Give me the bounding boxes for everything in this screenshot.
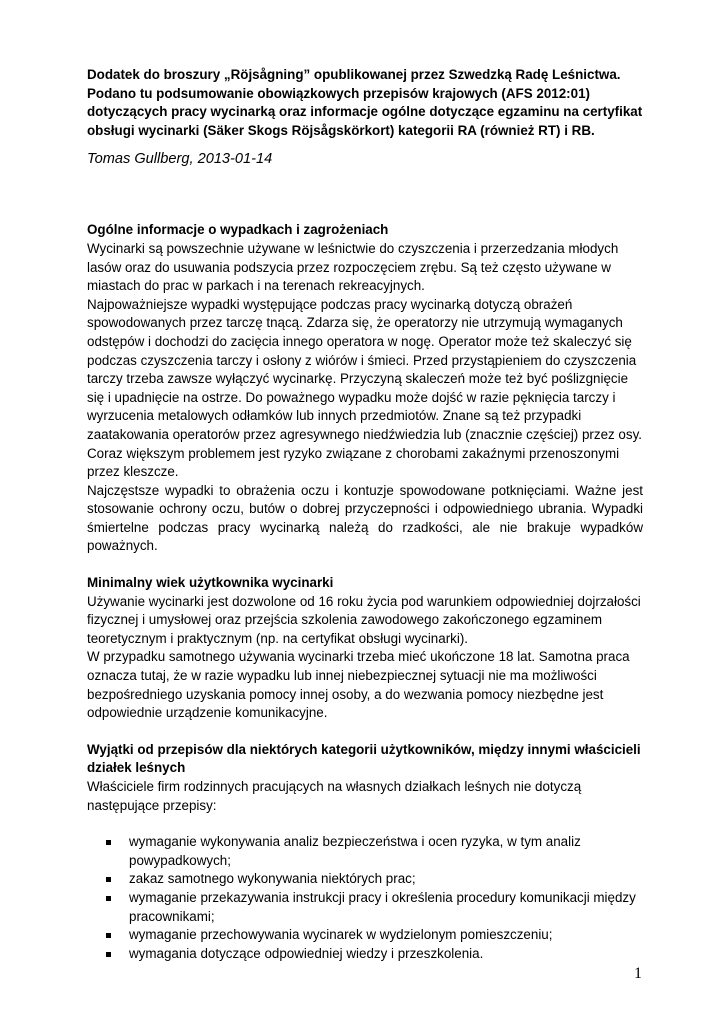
paragraph: Wycinarki są powszechnie używane w leśnictwie do czyszczenia i przerzedzania młodych lasów oraz do usuwania podszycia przez rozpoczęciem zrębu. Są też często używane w miastach do prac w parkach i na terenach rekreacyjnych. — [87, 240, 619, 294]
list-item-text: zakaz samotnego wykonywania niektórych prac; — [129, 871, 416, 887]
list-item — [87, 926, 643, 945]
square-bullet-icon — [106, 933, 111, 938]
list-item — [87, 870, 643, 889]
square-bullet-icon — [106, 840, 111, 845]
section-heading: Ogólne informacje o wypadkach i zagrożeniach — [87, 222, 389, 238]
document-title: Dodatek do broszury „Röjsågning” opublikowanej przez Szwedzką Radę Leśnictwa. Podano tu podsumowanie obowiązkowych przepisów krajowych (AFS 2012:01) dotyczących pracy wycinarką oraz informacje ogólne dotyczące egzaminu na certyfikat obsługi wycinarki (Säker Skogs Röjsågskörkort) kategorii RA (również RT) i RB. — [87, 67, 643, 138]
section-exceptions — [87, 741, 643, 964]
exceptions-list — [87, 833, 643, 963]
page-number: 1 — [634, 965, 642, 982]
square-bullet-icon — [106, 952, 111, 957]
list-item-text: wymaganie przekazywania instrukcji pracy i określenia procedury komunikacji między pracownikami; — [129, 889, 636, 924]
list-item-text: wymaganie wykonywania analiz bezpieczeństwa i ocen ryzyka, w tym analiz powypadkowych; — [129, 834, 581, 868]
section-heading: Wyjątki od przepisów dla niektórych kategorii użytkowników, między innymi właścicieli działek leśnych — [87, 741, 641, 776]
list-item-text: wymaganie przechowywania wycinarek w wydzielonym pomieszczeniu; — [129, 927, 553, 943]
paragraph: Właściciele firm rodzinnych pracujących na własnych działkach leśnych nie dotyczą następujące przepisy: — [87, 779, 582, 813]
list-item — [87, 889, 643, 926]
author-date: Tomas Gullberg, 2013-01-14 — [87, 151, 273, 168]
list-item — [87, 945, 643, 964]
square-bullet-icon — [106, 896, 111, 901]
paragraph: Najczęstsze wypadki to obrażenia oczu i kontuzje spowodowane potknięciami. Ważne jest stosowanie ochrony oczu, butów o dobrej przyczepności i odpowiedniego ubrania. Wypadki śmiertelne podczas pracy wycinarką należą do rzadkości, ale nie brakuje wypadków poważnych. — [87, 482, 643, 554]
list-item — [87, 833, 643, 870]
section-heading: Minimalny wiek użytkownika wycinarki — [87, 575, 334, 591]
section-accidents — [87, 221, 643, 556]
document-page — [87, 66, 643, 963]
list-item-text: wymagania dotyczące odpowiedniej wiedzy i przeszkolenia. — [129, 945, 484, 961]
paragraph: W przypadku samotnego używania wycinarki trzeba mieć ukończone 18 lat. Samotna praca oznacza tutaj, że w razie wypadku lub innej niebezpiecznej sytuacji nie ma możliwości bezpośredniego uzyskania pomocy innej osoby, a do wezwania pomocy niezbędne jest odpowiednie urządzenie komunikacyjne. — [87, 649, 630, 721]
section-min-age — [87, 574, 643, 723]
square-bullet-icon — [106, 877, 111, 882]
paragraph: Używanie wycinarki jest dozwolone od 16 roku życia pod warunkiem odpowiedniej dojrzałości fizycznej i umysłowej oraz przejścia szkolenia zawodowego zakończonego egzaminem teoretycznym i praktycznym (np. na certyfikat obsługi wycinarki). — [87, 593, 641, 646]
paragraph: Najpoważniejsze wypadki występujące podczas pracy wycinarką dotyczą obrażeń spowodowanych przez tarczę tnącą. Zdarza się, że operatorzy nie utrzymują wymaganych odstępów i dochodzi do zacięcia innego operatora w nogę. Operator może też skaleczyć się podczas czyszczenia tarczy i osłony z wiórów i śmieci. Przed przystąpieniem do czyszczenia tarczy trzeba zawsze wyłączyć wycinarkę. Przyczyną skaleczeń może też być poślizgnięcie się i upadnięcie na ostrze. Do poważnego wypadku może dojść w razie pęknięcia tarczy i wyrzucenia metalowych odłamków lub innych przedmiotów. Znane są też przypadki zaatakowania operatorów przez agresywnego niedźwiedzia lub (znacznie częściej) przez osy. Coraz większym problemem jest ryzyko związane z chorobami zakaźnymi przenoszonymi przez kleszcze. — [87, 296, 642, 480]
